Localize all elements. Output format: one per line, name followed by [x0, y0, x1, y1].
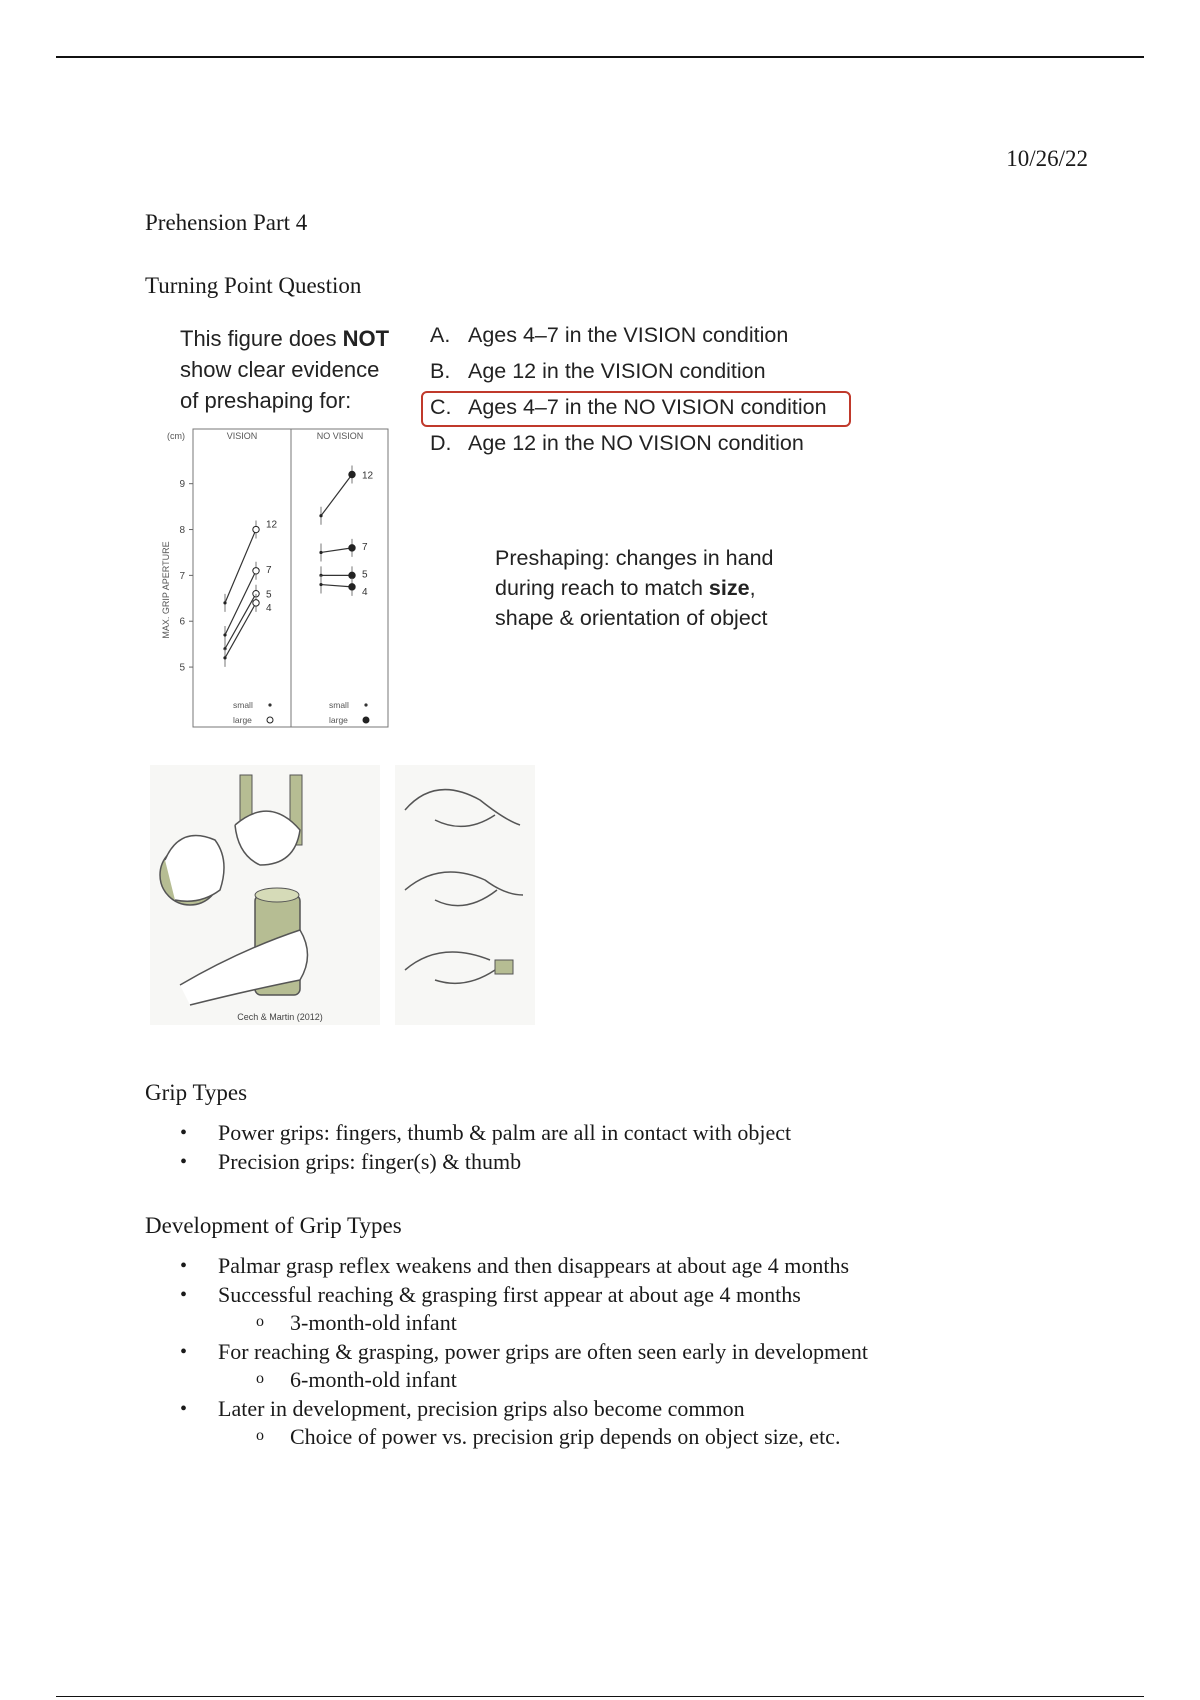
list-item: • Precision grips: finger(s) & thumb [172, 1148, 791, 1177]
list-item: • Successful reaching & grasping first appear at about age 4 months [172, 1281, 868, 1310]
list-item: • Later in development, precision grips also become common [172, 1395, 868, 1424]
legend-marker-open [267, 717, 273, 723]
list-item: • For reaching & grasping, power grips are often seen early in development [172, 1338, 868, 1367]
grip-types-heading: Grip Types [145, 1080, 248, 1105]
point-large-12 [349, 471, 355, 477]
series-line-12 [225, 530, 256, 603]
point-large-7 [253, 568, 259, 574]
option-b: B. Age 12 in the VISION condition [430, 359, 766, 383]
question-line-1: This figure does [180, 326, 343, 351]
point-large-7 [349, 545, 355, 551]
top-rule [56, 56, 1144, 58]
power-grip-illustration [150, 765, 380, 1025]
question-emphasis: NOT [342, 326, 390, 351]
small-block-icon [495, 960, 513, 974]
series-label-4: 4 [266, 602, 272, 614]
option-a: A. Ages 4–7 in the VISION condition [430, 323, 789, 347]
legend-label-small: small [233, 700, 253, 710]
option-d: D. Age 12 in the NO VISION condition [430, 431, 804, 455]
legend-marker-small [268, 703, 271, 706]
grip-aperture-chart [155, 425, 415, 735]
series-label-12: 12 [362, 470, 374, 482]
question-heading: Turning Point Question [145, 273, 362, 298]
legend-label-small: small [329, 700, 349, 710]
point-small-4 [319, 583, 322, 586]
y-axis-label: MAX. GRIP APERTURE [161, 541, 171, 639]
development-list [172, 1252, 868, 1452]
panel-title-no-vision: NO VISION [316, 431, 364, 441]
turning-point-slide [150, 315, 870, 1035]
list-subitem: o 6-month-old infant [172, 1366, 868, 1395]
cylinder-top-icon [255, 888, 299, 902]
y-tick-label-5: 5 [179, 662, 185, 674]
point-small-12 [319, 514, 322, 517]
question-line-2: show clear evidence [180, 357, 380, 382]
point-large-4 [253, 600, 259, 606]
list-item: • Power grips: fingers, thumb & palm are all in contact with object [172, 1119, 791, 1148]
legend-label-large: large [233, 715, 252, 725]
series-label-7: 7 [266, 564, 272, 576]
series-label-12: 12 [266, 519, 278, 531]
list-subitem: o 3-month-old infant [172, 1309, 868, 1338]
preshaping-definition: Preshaping: changes in hand during reach to match size, shape & orientation of object [495, 546, 774, 630]
series-line-12 [321, 475, 352, 516]
question-text [180, 323, 389, 416]
point-small-12 [223, 601, 226, 604]
y-tick-label-7: 7 [179, 570, 185, 582]
page-date: 10/26/22 [1006, 146, 1088, 171]
point-small-4 [223, 656, 226, 659]
legend-marker-small [364, 703, 367, 706]
y-unit-label: (cm) [167, 431, 185, 441]
point-large-12 [253, 526, 259, 532]
y-tick-label-6: 6 [179, 616, 185, 628]
series-label-5: 5 [362, 569, 368, 581]
precision-grip-illustration [395, 765, 535, 1025]
series-line-7 [321, 548, 352, 553]
grip-types-list [172, 1119, 791, 1176]
question-line-3: of preshaping for: [180, 388, 352, 413]
series-label-4: 4 [362, 586, 368, 598]
y-tick-label-8: 8 [179, 525, 185, 537]
series-line-4 [225, 603, 256, 658]
panel-title-vision: VISION [226, 431, 258, 441]
series-label-5: 5 [266, 589, 272, 601]
list-item: • Palmar grasp reflex weakens and then disappears at about age 4 months [172, 1252, 868, 1281]
page-title: Prehension Part 4 [145, 210, 308, 235]
legend-marker-filled [363, 717, 369, 723]
list-subitem: o Choice of power vs. precision grip depends on object size, etc. [172, 1423, 868, 1452]
point-large-5 [349, 572, 355, 578]
illustration-credit: Cech & Martin (2012) [237, 1012, 323, 1022]
development-heading: Development of Grip Types [145, 1213, 402, 1238]
illustration-bg-2 [395, 765, 535, 1025]
point-small-7 [223, 633, 226, 636]
hand-grasping-ball-icon [165, 836, 224, 902]
y-tick-label-9: 9 [179, 479, 185, 491]
point-large-4 [349, 584, 355, 590]
bottom-rule [56, 1696, 1144, 1697]
series-label-7: 7 [362, 541, 368, 553]
point-small-7 [319, 551, 322, 554]
legend-label-large: large [329, 715, 348, 725]
series-line-4 [321, 585, 352, 587]
option-c: C. Ages 4–7 in the NO VISION condition [430, 395, 827, 419]
